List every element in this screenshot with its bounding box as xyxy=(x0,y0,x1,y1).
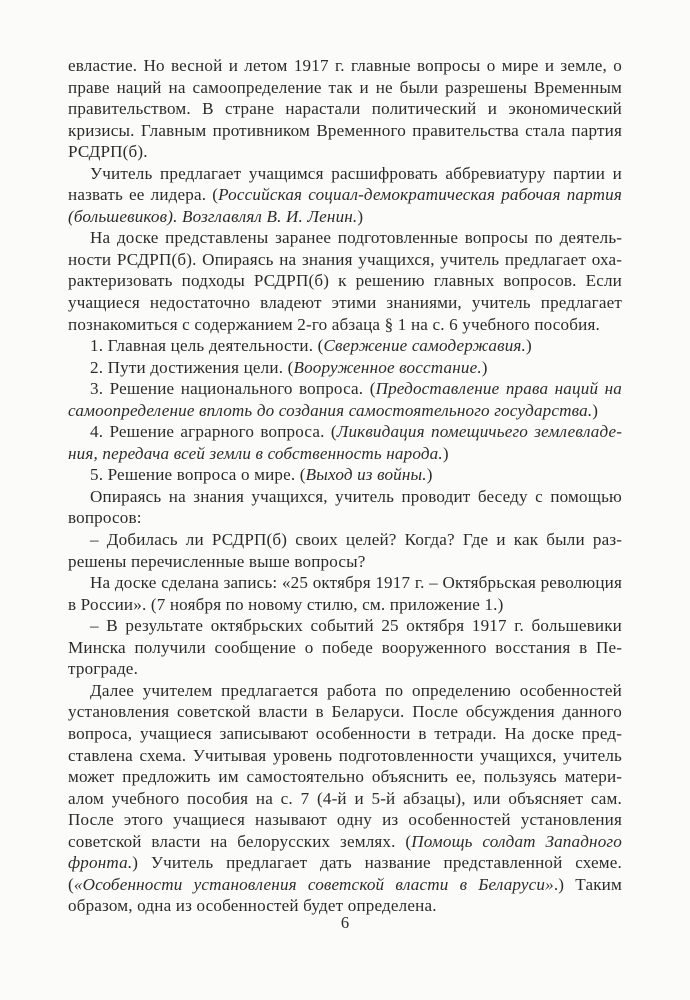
paragraph-dvoevlastie xyxy=(68,55,622,163)
list-item-1-run-0: 1. Главная цель деятельности. ( xyxy=(90,336,324,356)
dash-item-dobilas-li-run-0: – Добилась ли РСДРП(б) своих целей? Когда? Где и как были разрешены перечисленные выше вопросы? xyxy=(68,530,622,571)
list-item-5-run-1: Выход из войны. xyxy=(305,465,427,485)
paragraph-na-doske-zapis-run-0: На доске сделана запись: «25 октября 1917 г. – Октябрьская революция в России». (7 ноября по новому стилю, см. приложение 1.) xyxy=(68,573,622,614)
paragraph-dalee-uchitelem-run-2: ) Учитель предлагает дать название представленной схеме. ( xyxy=(68,853,622,894)
list-item-4 xyxy=(68,421,622,464)
paragraph-dvoevlastie-run-0: евластие. Но весной и летом 1917 г. главные вопросы о мире и земле, о праве наций на самоопределение так и не были разрешены Временным правительством. В стране нарастали политический и экономический кризисы. Главным противником Временного правительства стала партия РСДРП(б). xyxy=(68,56,622,162)
list-item-3 xyxy=(68,378,622,421)
list-item-2-run-0: 2. Пути достижения цели. ( xyxy=(90,357,294,377)
list-item-1-run-1: Свержение самодержавия. xyxy=(323,336,526,356)
list-item-3-run-2: ) xyxy=(592,400,599,420)
paragraph-uchitel-predlagaet-run-1: Российская социал-демократическая рабочая партия (большевиков). Возглавлял В. И. Ленин. xyxy=(68,185,622,226)
paragraph-dalee-uchitelem xyxy=(68,680,622,917)
list-item-2-run-1: Вооруженное восстание. xyxy=(293,357,482,377)
list-item-3-run-1: Предоставление права наций на самоопределение вплоть до создания самостоятельного государства. xyxy=(68,379,622,420)
paragraph-uchitel-predlagaet-run-2: ) xyxy=(357,206,364,226)
list-item-1-run-2: ) xyxy=(526,336,532,356)
list-item-3-run-0: 3. Решение национального вопроса. ( xyxy=(90,379,376,399)
dash-item-v-rezultate-run-0: – В результате октябрьских событий 25 октября 1917 г. большевики Минска получили сообщение о победе вооруженного восстания в Петрограде. xyxy=(68,616,622,679)
dash-item-v-rezultate xyxy=(68,615,622,680)
paragraph-na-doske-voprosy-run-0: На доске представлены заранее подготовленные вопросы по деятельности РСДРП(б). Опираясь на знания учащихся, учитель предлагает охарактеризовать подходы РСДРП(б) к решению главных вопросов. Если учащиеся недостаточно владеют этими знаниями, учитель предлагает познакомиться с содержанием 2-го абзаца § 1 на с. 6 учебного пособия. xyxy=(68,228,622,334)
dash-item-dobilas-li xyxy=(68,529,622,572)
page-number: 6 xyxy=(340,913,350,932)
list-item-2 xyxy=(68,357,622,379)
paragraph-uchitel-predlagaet-run-0: Учитель предлагает учащимся расшифровать аббревиатуру партии и назвать ее лидера. ( xyxy=(68,163,622,205)
paragraph-dalee-uchitelem-run-4: .) Таким образом, одна из особенностей будет определена. xyxy=(68,874,622,916)
list-item-4-run-2: ) xyxy=(442,443,449,463)
paragraph-dalee-uchitelem-run-1: Помощь солдат Западного фронта. xyxy=(68,831,622,873)
list-item-1 xyxy=(68,335,622,357)
list-item-2-run-2: ) xyxy=(481,357,488,377)
list-item-4-run-0: 4. Решение аграрного вопроса. ( xyxy=(90,422,337,442)
list-item-5 xyxy=(68,464,622,486)
paragraph-uchitel-predlagaet xyxy=(68,163,622,228)
paragraph-na-doske-voprosy xyxy=(68,227,622,335)
list-item-5-run-2: ) xyxy=(426,465,433,485)
list-item-4-run-1: Ликвидация помещичьего землевладения, передача всей земли в собственность народа. xyxy=(68,422,622,463)
paragraph-opirayas-beseda-run-0: Опираясь на знания учащихся, учитель проводит беседу с помощью вопросов: xyxy=(68,486,622,528)
paragraph-dalee-uchitelem-run-3: «Особенности установления советской власти в Беларуси» xyxy=(73,874,554,894)
page-body xyxy=(68,55,622,917)
paragraph-opirayas-beseda xyxy=(68,486,622,529)
paragraph-na-doske-zapis xyxy=(68,572,622,615)
list-item-5-run-0: 5. Решение вопроса о мире. ( xyxy=(90,465,306,485)
paragraph-dalee-uchitelem-run-0: Далее учителем предлагается работа по определению особенностей установления советской власти в Беларуси. После обсуждения данного вопроса, учащиеся записывают особенности в тетради. На доске представлена схема. Учитывая уровень подготовленности учащихся, учитель может предложить им самостоятельно объяснить ее, пользуясь материалом учебного пособия на с. 7 (4-й и 5-й абзацы), или объясняет сам. После этого учащиеся называют одну из особенностей установления советской власти на белорусских землях. ( xyxy=(68,680,622,851)
